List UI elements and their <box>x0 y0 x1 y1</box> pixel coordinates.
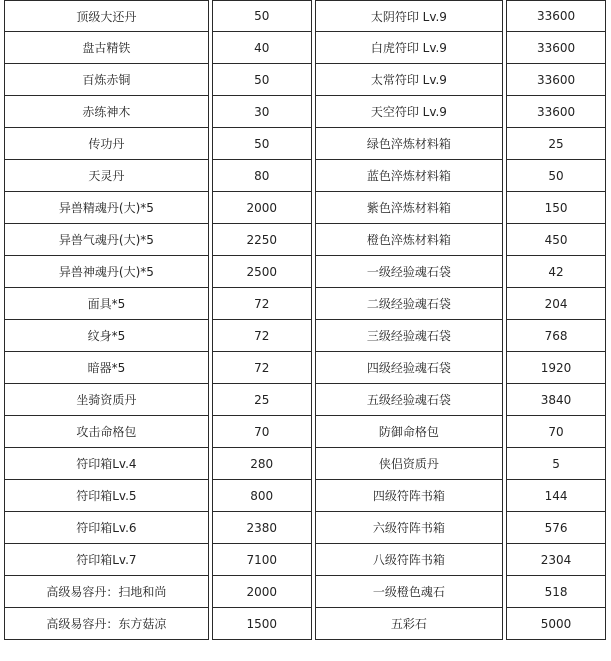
item-name-cell: 坐骑资质丹 <box>4 384 209 416</box>
item-price-cell: 2380 <box>212 512 312 544</box>
item-price-cell: 204 <box>506 288 606 320</box>
item-price-cell: 150 <box>506 192 606 224</box>
item-price-cell: 2304 <box>506 544 606 576</box>
item-name-cell: 蓝色淬炼材料箱 <box>315 160 503 192</box>
item-name-cell: 异兽气魂丹(大)*5 <box>4 224 209 256</box>
item-name-cell: 八级符阵书箱 <box>315 544 503 576</box>
item-name-cell: 绿色淬炼材料箱 <box>315 128 503 160</box>
item-name-cell: 符印箱Lv.7 <box>4 544 209 576</box>
item-name-cell: 太常符印 Lv.9 <box>315 64 503 96</box>
item-price-cell: 30 <box>212 96 312 128</box>
item-price-cell: 72 <box>212 320 312 352</box>
item-name-cell: 符印箱Lv.4 <box>4 448 209 480</box>
item-price-cell: 3840 <box>506 384 606 416</box>
item-name-cell: 攻击命格包 <box>4 416 209 448</box>
table-row <box>4 576 606 608</box>
table-row <box>4 192 606 224</box>
item-name-cell: 盘古精铁 <box>4 32 209 64</box>
item-name-cell: 太阴符印 Lv.9 <box>315 0 503 32</box>
item-price-cell: 5000 <box>506 608 606 640</box>
table-row <box>4 352 606 384</box>
item-price-cell: 50 <box>212 128 312 160</box>
item-name-cell: 六级符阵书箱 <box>315 512 503 544</box>
item-price-cell: 450 <box>506 224 606 256</box>
table-row <box>4 0 606 32</box>
item-price-cell: 33600 <box>506 96 606 128</box>
item-price-cell: 33600 <box>506 32 606 64</box>
item-name-cell: 防御命格包 <box>315 416 503 448</box>
item-price-cell: 144 <box>506 480 606 512</box>
item-price-cell: 5 <box>506 448 606 480</box>
item-name-cell: 高级易容丹：扫地和尚 <box>4 576 209 608</box>
item-name-cell: 五彩石 <box>315 608 503 640</box>
item-name-cell: 符印箱Lv.6 <box>4 512 209 544</box>
item-price-cell: 768 <box>506 320 606 352</box>
item-price-cell: 280 <box>212 448 312 480</box>
table-row <box>4 480 606 512</box>
item-name-cell: 一级橙色魂石 <box>315 576 503 608</box>
item-price-cell: 7100 <box>212 544 312 576</box>
item-name-cell: 紫色淬炼材料箱 <box>315 192 503 224</box>
item-name-cell: 四级符阵书箱 <box>315 480 503 512</box>
item-price-cell: 80 <box>212 160 312 192</box>
item-name-cell: 一级经验魂石袋 <box>315 256 503 288</box>
item-price-cell: 33600 <box>506 0 606 32</box>
table-row <box>4 256 606 288</box>
table-row <box>4 448 606 480</box>
item-price-cell: 25 <box>212 384 312 416</box>
item-name-cell: 三级经验魂石袋 <box>315 320 503 352</box>
item-name-cell: 四级经验魂石袋 <box>315 352 503 384</box>
item-price-cell: 2000 <box>212 192 312 224</box>
item-price-cell: 42 <box>506 256 606 288</box>
item-price-cell: 25 <box>506 128 606 160</box>
item-name-cell: 侠侣资质丹 <box>315 448 503 480</box>
item-name-cell: 符印箱Lv.5 <box>4 480 209 512</box>
item-name-cell: 高级易容丹：东方菇凉 <box>4 608 209 640</box>
item-name-cell: 天灵丹 <box>4 160 209 192</box>
item-name-cell: 异兽精魂丹(大)*5 <box>4 192 209 224</box>
item-name-cell: 赤练神木 <box>4 96 209 128</box>
item-price-cell: 72 <box>212 288 312 320</box>
table-row <box>4 96 606 128</box>
item-price-cell: 1920 <box>506 352 606 384</box>
item-price-cell: 800 <box>212 480 312 512</box>
item-price-cell: 33600 <box>506 64 606 96</box>
item-price-table <box>1 0 609 640</box>
item-price-cell: 72 <box>212 352 312 384</box>
item-name-cell: 二级经验魂石袋 <box>315 288 503 320</box>
table-row <box>4 64 606 96</box>
item-price-cell: 576 <box>506 512 606 544</box>
table-row <box>4 32 606 64</box>
item-name-cell: 天空符印 Lv.9 <box>315 96 503 128</box>
table-row <box>4 384 606 416</box>
item-name-cell: 异兽神魂丹(大)*5 <box>4 256 209 288</box>
table-row <box>4 288 606 320</box>
item-name-cell: 面具*5 <box>4 288 209 320</box>
item-name-cell: 纹身*5 <box>4 320 209 352</box>
item-price-cell: 70 <box>212 416 312 448</box>
item-price-cell: 50 <box>506 160 606 192</box>
table-row <box>4 416 606 448</box>
item-price-cell: 50 <box>212 64 312 96</box>
item-name-cell: 暗器*5 <box>4 352 209 384</box>
item-name-cell: 百炼赤铜 <box>4 64 209 96</box>
item-name-cell: 白虎符印 Lv.9 <box>315 32 503 64</box>
item-price-cell: 518 <box>506 576 606 608</box>
item-name-cell: 传功丹 <box>4 128 209 160</box>
table-row <box>4 224 606 256</box>
item-price-cell: 2500 <box>212 256 312 288</box>
item-price-cell: 50 <box>212 0 312 32</box>
item-price-cell: 40 <box>212 32 312 64</box>
item-price-cell: 70 <box>506 416 606 448</box>
table-row <box>4 160 606 192</box>
item-price-cell: 2000 <box>212 576 312 608</box>
item-price-cell: 2250 <box>212 224 312 256</box>
table-row <box>4 128 606 160</box>
item-price-cell: 1500 <box>212 608 312 640</box>
table-row <box>4 320 606 352</box>
item-name-cell: 顶级大还丹 <box>4 0 209 32</box>
item-name-cell: 橙色淬炼材料箱 <box>315 224 503 256</box>
table-row <box>4 608 606 640</box>
table-row <box>4 544 606 576</box>
table-row <box>4 512 606 544</box>
item-name-cell: 五级经验魂石袋 <box>315 384 503 416</box>
